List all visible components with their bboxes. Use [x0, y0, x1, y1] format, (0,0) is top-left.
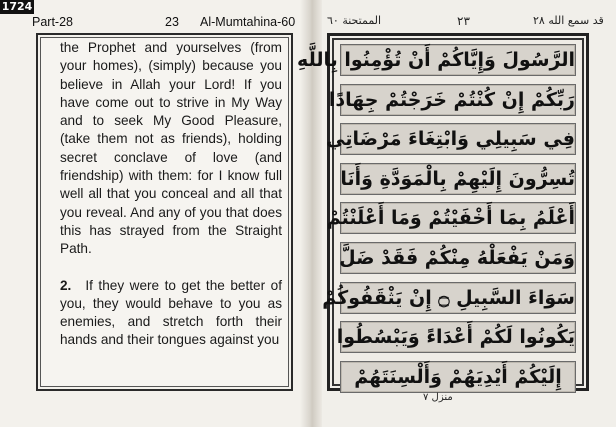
- verse-number: 2.: [60, 277, 72, 293]
- arabic-line: تُسِرُّونَ إِلَيْهِمْ بِالْمَوَدَّةِ وَأَنَا: [340, 163, 576, 195]
- arabic-line: أَعْلَمُ بِمَا أَخْفَيْتُمْ وَمَا أَعْلَنْتُمْ: [340, 202, 576, 234]
- arabic-surah-header: الممتحنة ٦٠: [327, 14, 382, 27]
- arabic-page-number: ٢٣: [457, 14, 470, 28]
- arabic-line: سَوَاءَ السَّبِيلِ ۝ إِنْ يَثْقَفُوكُمْ: [340, 282, 576, 314]
- page-number: 23: [165, 15, 179, 29]
- verse-2-text: If they were to get the better of you, they would behave to you as enemies, and stretch forth their hands and their tongues against you: [60, 277, 282, 348]
- arabic-part-header: قد سمع الله ٢٨: [533, 14, 604, 27]
- arabic-line: إِلَيْكُمْ أَيْدِيَهُمْ وَأَلْسِنَتَهُمْ: [340, 361, 576, 393]
- arabic-lines: [297, 44, 576, 400]
- arabic-line: الرَّسُولَ وَإِيَّاكُمْ أَنْ تُؤْمِنُوا بِاللَّهِ: [340, 44, 576, 76]
- surah-header: Al-Mumtahina-60: [200, 15, 296, 29]
- manzil-marker: منزل ٧: [423, 392, 453, 403]
- translation-paragraph-1: the Prophet and yourselves (from your homes), (simply) because you believe in Allah your Lord! If you have come out to strive in My Way and to seek My Good Pleasure, (take them not as friends), holding secret conclave of love (and friendship) with them: for I know full well all that you conceal and all that you reveal. And any of you that does this has strayed from the Straight Path.: [60, 40, 282, 257]
- arabic-line: رَبِّكُمْ إِنْ كُنْتُمْ خَرَجْتُمْ جِهَادًا: [340, 84, 576, 116]
- part-header: Part-28: [32, 15, 73, 29]
- arabic-text-frame: [297, 33, 589, 391]
- translation-frame: [36, 33, 293, 391]
- arabic-line: فِي سَبِيلِي وَابْتِغَاءَ مَرْضَاتِي: [340, 123, 576, 155]
- arabic-line: وَمَنْ يَفْعَلْهُ مِنْكُمْ فَقَدْ ضَلَّ: [340, 242, 576, 274]
- arabic-line: يَكُونُوا لَكُمْ أَعْدَاءً وَيَبْسُطُوا: [340, 321, 576, 353]
- page-badge: 1724: [1, 0, 33, 13]
- translation-verse-2: [60, 277, 282, 350]
- translation-text: [60, 39, 282, 350]
